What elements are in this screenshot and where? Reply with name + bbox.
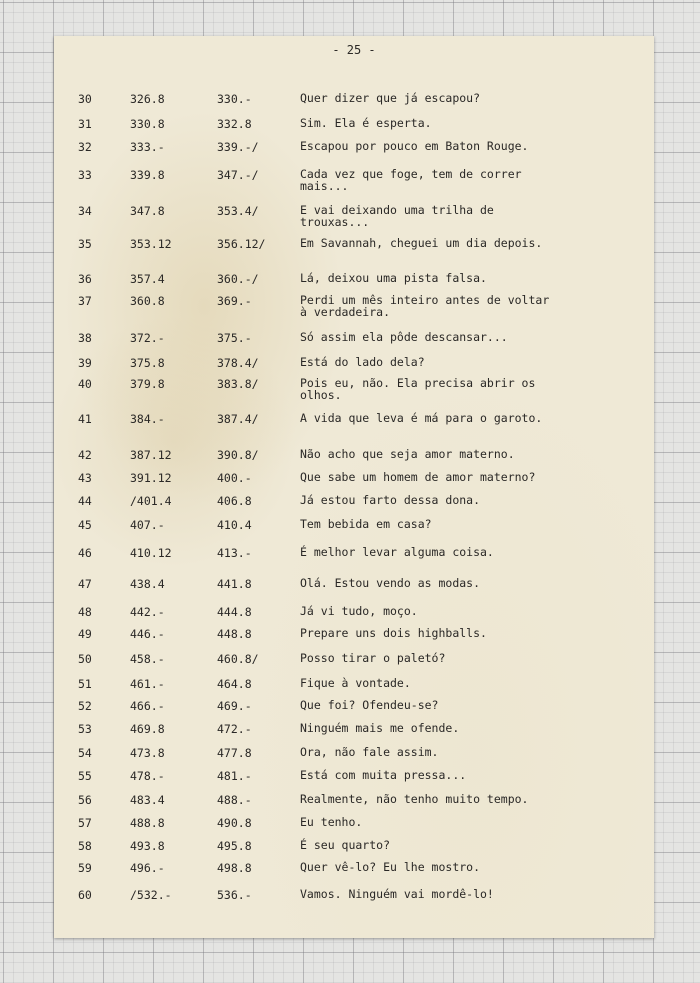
page-number: - 25 -	[332, 43, 376, 57]
subtitle-text: Já estou farto dessa dona.	[300, 493, 481, 507]
time-out: 477.8	[217, 746, 252, 760]
time-in: 333.-	[130, 140, 165, 154]
time-out: 536.-	[217, 888, 252, 902]
time-out: 441.8	[217, 577, 252, 591]
time-in: 469.8	[130, 722, 165, 736]
time-out: 356.12/	[217, 237, 266, 251]
time-in: 496.-	[130, 861, 165, 875]
time-in: 339.8	[130, 168, 165, 182]
time-in: /532.-	[130, 888, 172, 902]
subtitle-number: 59	[78, 861, 92, 875]
subtitle-text: E vai deixando uma trilha de trouxas...	[300, 203, 494, 229]
time-in: 488.8	[130, 816, 165, 830]
time-in: 478.-	[130, 769, 165, 783]
subtitle-number: 32	[78, 140, 92, 154]
subtitle-text: Tem bebida em casa?	[300, 517, 432, 531]
subtitle-text: Não acho que seja amor materno.	[300, 447, 515, 461]
subtitle-number: 54	[78, 746, 92, 760]
time-in: 330.8	[130, 117, 165, 131]
time-out: 387.4/	[217, 412, 259, 426]
subtitle-number: 60	[78, 888, 92, 902]
time-in: 357.4	[130, 272, 165, 286]
time-out: 330.-	[217, 92, 252, 106]
subtitle-number: 58	[78, 839, 92, 853]
subtitle-number: 35	[78, 237, 92, 251]
subtitle-number: 49	[78, 627, 92, 641]
subtitle-text: Só assim ela pôde descansar...	[300, 330, 508, 344]
time-out: 375.-	[217, 331, 252, 345]
time-out: 339.-/	[217, 140, 259, 154]
subtitle-number: 42	[78, 448, 92, 462]
subtitle-number: 41	[78, 412, 92, 426]
subtitle-text: Prepare uns dois highballs.	[300, 626, 487, 640]
subtitle-number: 30	[78, 92, 92, 106]
subtitle-number: 50	[78, 652, 92, 666]
subtitle-text: Quer vê-lo? Eu lhe mostro.	[300, 860, 481, 874]
time-in: 458.-	[130, 652, 165, 666]
time-in: 384.-	[130, 412, 165, 426]
time-in: 379.8	[130, 377, 165, 391]
subtitle-number: 52	[78, 699, 92, 713]
subtitle-number: 48	[78, 605, 92, 619]
time-in: 407.-	[130, 518, 165, 532]
subtitle-number: 47	[78, 577, 92, 591]
subtitle-text: Realmente, não tenho muito tempo.	[300, 792, 529, 806]
time-out: 332.8	[217, 117, 252, 131]
subtitle-text: É melhor levar alguma coisa.	[300, 545, 494, 559]
subtitle-text: Olá. Estou vendo as modas.	[300, 576, 481, 590]
time-out: 460.8/	[217, 652, 259, 666]
subtitle-text: Em Savannah, cheguei um dia depois.	[300, 236, 543, 250]
subtitle-text: Que foi? Ofendeu-se?	[300, 698, 439, 712]
subtitle-number: 36	[78, 272, 92, 286]
time-in: 466.-	[130, 699, 165, 713]
subtitle-text: Perdi um mês inteiro antes de voltar à verdadeira.	[300, 293, 550, 319]
time-in: 410.12	[130, 546, 172, 560]
subtitle-number: 39	[78, 356, 92, 370]
subtitle-text: Sim. Ela é esperta.	[300, 116, 432, 130]
subtitle-text: Que sabe um homem de amor materno?	[300, 470, 536, 484]
time-out: 369.-	[217, 294, 252, 308]
subtitle-text: A vida que leva é má para o garoto.	[300, 411, 543, 425]
subtitle-text: Cada vez que foge, tem de correr mais...	[300, 167, 522, 193]
subtitle-text: Está do lado dela?	[300, 355, 425, 369]
subtitle-text: Ora, não fale assim.	[300, 745, 439, 759]
time-in: 493.8	[130, 839, 165, 853]
time-out: 390.8/	[217, 448, 259, 462]
time-in: 473.8	[130, 746, 165, 760]
subtitle-text: Escapou por pouco em Baton Rouge.	[300, 139, 529, 153]
time-out: 464.8	[217, 677, 252, 691]
subtitle-number: 51	[78, 677, 92, 691]
subtitle-number: 31	[78, 117, 92, 131]
subtitle-number: 33	[78, 168, 92, 182]
subtitle-text: Já vi tudo, moço.	[300, 604, 418, 618]
subtitle-number: 46	[78, 546, 92, 560]
time-in: 326.8	[130, 92, 165, 106]
subtitle-text: Lá, deixou uma pista falsa.	[300, 271, 487, 285]
time-out: 498.8	[217, 861, 252, 875]
time-in: 461.-	[130, 677, 165, 691]
subtitle-number: 40	[78, 377, 92, 391]
subtitle-text: Fique à vontade.	[300, 676, 411, 690]
time-out: 410.4	[217, 518, 252, 532]
subtitle-number: 44	[78, 494, 92, 508]
time-in: 446.-	[130, 627, 165, 641]
subtitle-number: 55	[78, 769, 92, 783]
time-out: 360.-/	[217, 272, 259, 286]
time-out: 472.-	[217, 722, 252, 736]
time-in: 372.-	[130, 331, 165, 345]
time-in: 360.8	[130, 294, 165, 308]
subtitle-text: Pois eu, não. Ela precisa abrir os olhos.	[300, 376, 536, 402]
subtitle-text: Ninguém mais me ofende.	[300, 721, 460, 735]
time-out: 444.8	[217, 605, 252, 619]
time-in: 483.4	[130, 793, 165, 807]
time-out: 490.8	[217, 816, 252, 830]
time-out: 495.8	[217, 839, 252, 853]
subtitle-number: 34	[78, 204, 92, 218]
time-out: 353.4/	[217, 204, 259, 218]
time-out: 481.-	[217, 769, 252, 783]
time-in: 387.12	[130, 448, 172, 462]
subtitle-text: É seu quarto?	[300, 838, 391, 852]
subtitle-text: Eu tenho.	[300, 815, 363, 829]
time-in: 438.4	[130, 577, 165, 591]
time-out: 406.8	[217, 494, 252, 508]
subtitle-text: Quer dizer que já escapou?	[300, 91, 481, 105]
subtitle-number: 57	[78, 816, 92, 830]
subtitle-text: Está com muita pressa...	[300, 768, 467, 782]
time-out: 347.-/	[217, 168, 259, 182]
subtitle-number: 43	[78, 471, 92, 485]
time-out: 448.8	[217, 627, 252, 641]
time-out: 488.-	[217, 793, 252, 807]
time-in: 375.8	[130, 356, 165, 370]
time-in: 347.8	[130, 204, 165, 218]
subtitle-number: 56	[78, 793, 92, 807]
time-in: /401.4	[130, 494, 172, 508]
time-in: 353.12	[130, 237, 172, 251]
time-out: 378.4/	[217, 356, 259, 370]
time-out: 383.8/	[217, 377, 259, 391]
time-out: 400.-	[217, 471, 252, 485]
time-out: 469.-	[217, 699, 252, 713]
subtitle-text: Posso tirar o paletó?	[300, 651, 446, 665]
subtitle-number: 38	[78, 331, 92, 345]
subtitle-number: 45	[78, 518, 92, 532]
time-in: 442.-	[130, 605, 165, 619]
subtitle-number: 37	[78, 294, 92, 308]
subtitle-number: 53	[78, 722, 92, 736]
subtitle-text: Vamos. Ninguém vai mordê-lo!	[300, 887, 494, 901]
time-in: 391.12	[130, 471, 172, 485]
time-out: 413.-	[217, 546, 252, 560]
